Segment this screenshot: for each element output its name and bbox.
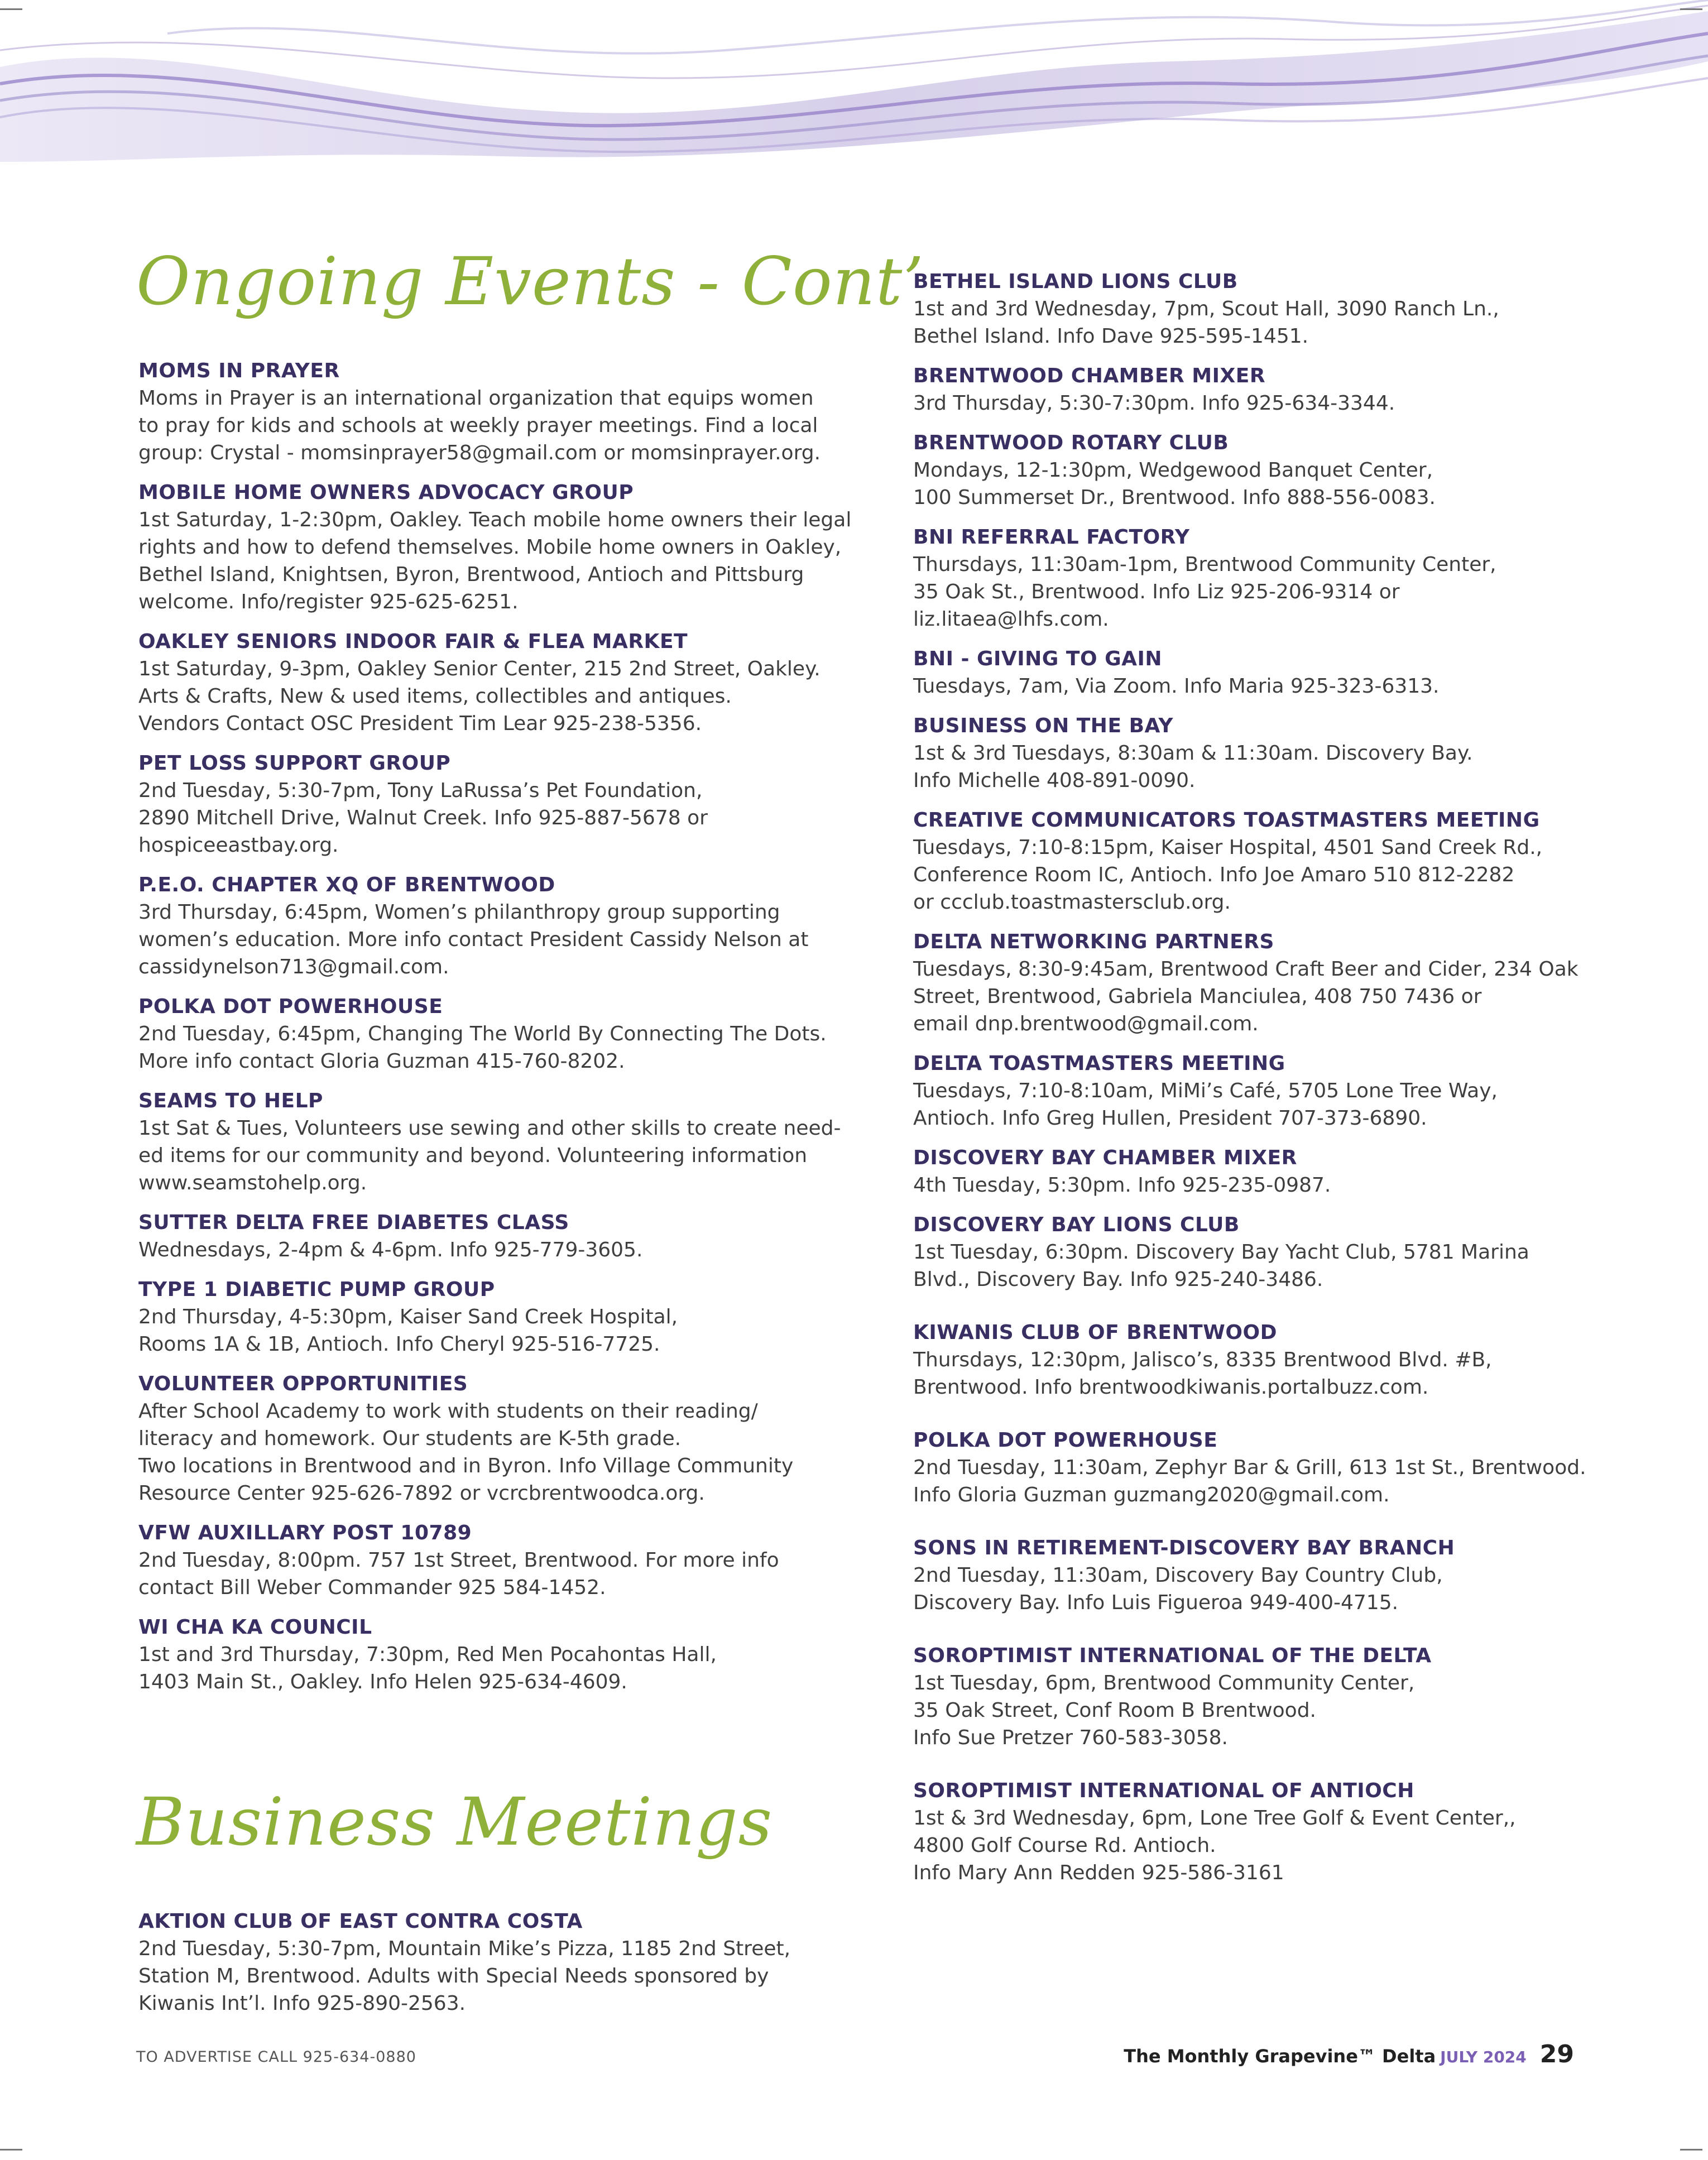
event-details: 2nd Tuesday, 11:30am, Discovery Bay Country Club, Discovery Bay. Info Luis Figueroa 949-400-4715. (913, 1564, 1443, 1614)
event-details: 1st & 3rd Wednesday, 6pm, Lone Tree Golf & Event Center,, 4800 Golf Course Rd. Antioch. Info Mary Ann Redden 925-586-3161 (913, 1807, 1516, 1884)
event-title: POLKA DOT POWERHOUSE (138, 995, 443, 1018)
event-title: TYPE 1 DIABETIC PUMP GROUP (138, 1278, 495, 1301)
event-details: 2nd Tuesday, 11:30am, Zephyr Bar & Grill, 613 1st St., Brentwood. Info Gloria Guzman guzmang2020@gmail.com. (913, 1456, 1586, 1506)
event-details: 1st Tuesday, 6:30pm. Discovery Bay Yacht Club, 5781 Marina Blvd., Discovery Bay. Info 925-240-3486. (913, 1241, 1529, 1291)
event-details: After School Academy to work with students on their reading/ literacy and homework. Our students are K-5th grade. Two locations in Brentwood and in Byron. Info Village Community Resource Center 925-626-7892 or vcrcbrentwoodca.org. (138, 1400, 794, 1505)
event-title: BNI REFERRAL FACTORY (913, 526, 1190, 549)
event-entry (138, 1908, 864, 2017)
event-title: PET LOSS SUPPORT GROUP (138, 752, 451, 775)
event-entry (138, 1087, 864, 1197)
event-title: SOROPTIMIST INTERNATIONAL OF ANTIOCH (913, 1779, 1414, 1802)
event-entry (913, 807, 1600, 916)
advertise-line: TO ADVERTISE CALL 925-634-0880 (136, 2048, 416, 2066)
event-details: Thursdays, 11:30am-1pm, Brentwood Community Center, 35 Oak St., Brentwood. Info Liz 925-206-9314 or liz.litaea@lhfs.com. (913, 553, 1496, 631)
crop-mark (0, 8, 22, 10)
event-title: SEAMS TO HELP (138, 1089, 323, 1112)
issue-month: JULY 2024 (1440, 2048, 1527, 2066)
event-title: DISCOVERY BAY LIONS CLUB (913, 1213, 1240, 1236)
event-entry (913, 1777, 1600, 1887)
event-details: 2nd Tuesday, 5:30-7pm, Tony LaRussa’s Pet Foundation, 2890 Mitchell Drive, Walnut Creek. Info 925-887-5678 or hospiceeastbay.org. (138, 779, 708, 857)
event-title: DISCOVERY BAY CHAMBER MIXER (913, 1146, 1297, 1169)
event-details: 1st Tuesday, 6pm, Brentwood Community Center, 35 Oak Street, Conf Room B Brentwood. Info Sue Pretzer 760-583-3058. (913, 1672, 1415, 1749)
event-title: SONS IN RETIREMENT-DISCOVERY BAY BRANCH (913, 1537, 1455, 1559)
event-title: BUSINESS ON THE BAY (913, 714, 1173, 737)
event-details: Tuesdays, 7:10-8:15pm, Kaiser Hospital, 4501 Sand Creek Rd., Conference Room IC, Antioch. Info Joe Amaro 510 812-2282 or ccclub.toastmastersclub.org. (913, 836, 1543, 914)
event-title: MOBILE HOME OWNERS ADVOCACY GROUP (138, 481, 634, 504)
page-footer (1124, 2040, 1574, 2068)
event-details: 1st Saturday, 1-2:30pm, Oakley. Teach mobile home owners their legal rights and how to defend themselves. Mobile home owners in Oakley, Bethel Island, Knightsen, Byron, Brentwood, Antioch and Pittsburg welcome. Info/register 925-625-6251. (138, 508, 852, 613)
event-details: Tuesdays, 7:10-8:10am, MiMi’s Café, 5705 Lone Tree Way, Antioch. Info Greg Hullen, President 707-373-6890. (913, 1079, 1498, 1130)
event-entry (913, 524, 1600, 633)
event-details: Mondays, 12-1:30pm, Wedgewood Banquet Center, 100 Summerset Dr., Brentwood. Info 888-556-0083. (913, 459, 1436, 509)
event-title: VFW AUXILLARY POST 10789 (138, 1521, 472, 1544)
event-title: VOLUNTEER OPPORTUNITIES (138, 1372, 468, 1395)
event-entry (138, 479, 864, 616)
event-entry (913, 1534, 1600, 1616)
event-entry (913, 362, 1600, 417)
crop-mark (1680, 8, 1702, 10)
event-entry (138, 1276, 864, 1358)
event-details: 1st and 3rd Thursday, 7:30pm, Red Men Pocahontas Hall, 1403 Main St., Oakley. Info Helen 925-634-4609. (138, 1643, 717, 1693)
event-title: SOROPTIMIST INTERNATIONAL OF THE DELTA (913, 1644, 1432, 1667)
event-details: Wednesdays, 2-4pm & 4-6pm. Info 925-779-3605. (138, 1239, 643, 1261)
event-title: AKTION CLUB OF EAST CONTRA COSTA (138, 1910, 583, 1933)
event-title: DELTA NETWORKING PARTNERS (913, 930, 1274, 953)
event-entry (138, 1370, 864, 1507)
event-entry (138, 1614, 864, 1696)
event-title: SUTTER DELTA FREE DIABETES CLASS (138, 1211, 569, 1234)
event-title: KIWANIS CLUB OF BRENTWOOD (913, 1321, 1277, 1344)
event-title: CREATIVE COMMUNICATORS TOASTMASTERS MEETING (913, 809, 1540, 832)
event-entry (138, 1519, 864, 1601)
event-details: Tuesdays, 7am, Via Zoom. Info Maria 925-323-6313. (913, 675, 1440, 698)
event-details: 3rd Thursday, 6:45pm, Women’s philanthropy group supporting women’s education. More info contact President Cassidy Nelson at cassidynelson713@gmail.com. (138, 901, 809, 978)
event-details: Moms in Prayer is an international organization that equips women to pray for kids and schools at weekly prayer meetings. Find a local group: Crystal - momsinprayer58@gmail.com or momsinprayer.org. (138, 387, 821, 464)
right-business-meetings-list (913, 268, 1600, 1887)
left-ongoing-events-list (138, 357, 864, 1696)
event-entry (913, 1144, 1600, 1199)
crop-mark (1680, 2149, 1702, 2151)
event-entry (913, 1211, 1600, 1293)
event-entry (913, 1050, 1600, 1132)
event-title: BETHEL ISLAND LIONS CLUB (913, 270, 1238, 293)
page-number: 29 (1539, 2040, 1574, 2068)
ongoing-events-title: Ongoing Events - Cont’ (136, 243, 924, 320)
event-entry (913, 928, 1600, 1038)
event-details: 1st and 3rd Wednesday, 7pm, Scout Hall, 3090 Ranch Ln., Bethel Island. Info Dave 925-595-1451. (913, 297, 1499, 348)
event-details: Tuesdays, 8:30-9:45am, Brentwood Craft Beer and Cider, 234 Oak Street, Brentwood, Gabriela Manciulea, 408 750 7436 or email dnp.brentwood@gmail.com. (913, 958, 1579, 1035)
event-entry (913, 268, 1600, 350)
event-title: OAKLEY SENIORS INDOOR FAIR & FLEA MARKET (138, 630, 688, 653)
event-entry (913, 1319, 1600, 1401)
event-entry (138, 750, 864, 859)
event-entry (913, 1642, 1600, 1751)
event-details: 2nd Tuesday, 6:45pm, Changing The World By Connecting The Dots. More info contact Gloria Guzman 415-760-8202. (138, 1023, 827, 1073)
event-title: MOMS IN PRAYER (138, 359, 340, 382)
event-details: Thursdays, 12:30pm, Jalisco’s, 8335 Brentwood Blvd. #B, Brentwood. Info brentwoodkiwanis.portalbuzz.com. (913, 1348, 1492, 1399)
event-details: 1st & 3rd Tuesdays, 8:30am & 11:30am. Discovery Bay. Info Michelle 408-891-0090. (913, 742, 1473, 792)
event-entry (138, 871, 864, 981)
publication-name: The Monthly Grapevine™ Delta (1124, 2046, 1436, 2067)
event-details: 1st Saturday, 9-3pm, Oakley Senior Center, 215 2nd Street, Oakley. Arts & Crafts, New & used items, collectibles and antiques. Vendors Contact OSC President Tim Lear 925-238-5356. (138, 657, 821, 735)
event-details: 3rd Thursday, 5:30-7:30pm. Info 925-634-3344. (913, 392, 1395, 415)
event-entry (138, 1209, 864, 1264)
event-entry (913, 1427, 1600, 1509)
event-title: BNI - GIVING TO GAIN (913, 647, 1163, 670)
wave-banner (0, 0, 1708, 167)
event-entry (913, 429, 1600, 511)
event-entry (913, 645, 1600, 700)
event-details: 4th Tuesday, 5:30pm. Info 925-235-0987. (913, 1174, 1331, 1197)
event-title: POLKA DOT POWERHOUSE (913, 1429, 1218, 1452)
event-entry (138, 357, 864, 467)
event-entry (138, 628, 864, 737)
crop-mark (0, 2149, 22, 2151)
event-details: 2nd Tuesday, 5:30-7pm, Mountain Mike’s Pizza, 1185 2nd Street, Station M, Brentwood. Adults with Special Needs sponsored by Kiwanis Int’l. Info 925-890-2563. (138, 1937, 791, 2015)
event-title: DELTA TOASTMASTERS MEETING (913, 1052, 1285, 1075)
event-title: P.E.O. CHAPTER XQ OF BRENTWOOD (138, 873, 555, 896)
business-meetings-title: Business Meetings (136, 1783, 773, 1860)
left-business-meetings-list (138, 1908, 864, 2017)
event-details: 1st Sat & Tues, Volunteers use sewing and other skills to create need- ed items for our community and beyond. Volunteering information www.seamstohelp.org. (138, 1117, 841, 1194)
event-title: BRENTWOOD ROTARY CLUB (913, 431, 1229, 454)
event-details: 2nd Tuesday, 8:00pm. 757 1st Street, Brentwood. For more info contact Bill Weber Commander 925 584-1452. (138, 1549, 779, 1599)
event-entry (138, 993, 864, 1075)
event-title: BRENTWOOD CHAMBER MIXER (913, 364, 1266, 387)
event-entry (913, 712, 1600, 794)
event-title: WI CHA KA COUNCIL (138, 1616, 372, 1639)
event-details: 2nd Thursday, 4-5:30pm, Kaiser Sand Creek Hospital, Rooms 1A & 1B, Antioch. Info Cheryl 925-516-7725. (138, 1305, 678, 1356)
